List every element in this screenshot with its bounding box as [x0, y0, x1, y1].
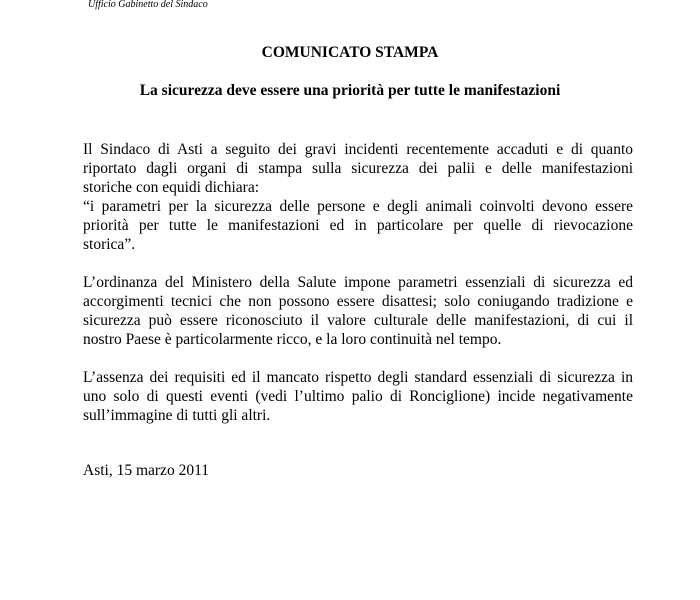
paragraph-line: L’assenza dei requisiti ed il mancato rispetto degli standard essenziali di sicurezza in: [83, 369, 633, 386]
paragraph-line: storica”.: [83, 236, 136, 253]
paragraph-line: accorgimenti tecnici che non possono essere disattesi; solo coniugando tradizione e: [83, 293, 633, 310]
paragraph-line: storiche con equidi dichiara:: [83, 179, 260, 196]
paragraph-3: [83, 368, 633, 425]
office-header: Ufficio Gabinetto del Sindaco: [88, 0, 208, 10]
paragraph-line: uno solo di questi eventi (vedi l’ultimo palio di Ronciglione) incide negativamente: [83, 388, 633, 405]
paragraph-line: riportato dagli organi di stampa sulla sicurezza dei palii e delle manifestazioni: [83, 160, 633, 177]
paragraph-line: nostro Paese è particolarmente ricco, e la loro continuità nel tempo.: [83, 331, 502, 348]
paragraph-line: L’ordinanza del Ministero della Salute impone parametri essenziali di sicurezza ed: [83, 274, 633, 291]
date-signature: Asti, 15 marzo 2011: [83, 462, 209, 479]
document-title: COMUNICATO STAMPA: [261, 44, 439, 61]
paragraph-1: [83, 140, 633, 254]
paragraph-line: Il Sindaco di Asti a seguito dei gravi incidenti recentemente accaduti e di quanto: [83, 141, 633, 158]
paragraph-line: sicurezza può essere riconosciuto il valore culturale delle manifestazioni, di cui il: [83, 312, 633, 329]
paragraph-line: priorità per tutte le manifestazioni ed in particolare per quelle di rievocazione: [83, 217, 633, 234]
paragraph-line: “i parametri per la sicurezza delle persone e degli animali coinvolti devono essere: [83, 198, 633, 215]
document-subtitle: La sicurezza deve essere una priorità per tutte le manifestazioni: [139, 82, 561, 99]
paragraph-2: [83, 273, 633, 349]
paragraph-line: sull’immagine di tutti gli altri.: [83, 407, 271, 424]
